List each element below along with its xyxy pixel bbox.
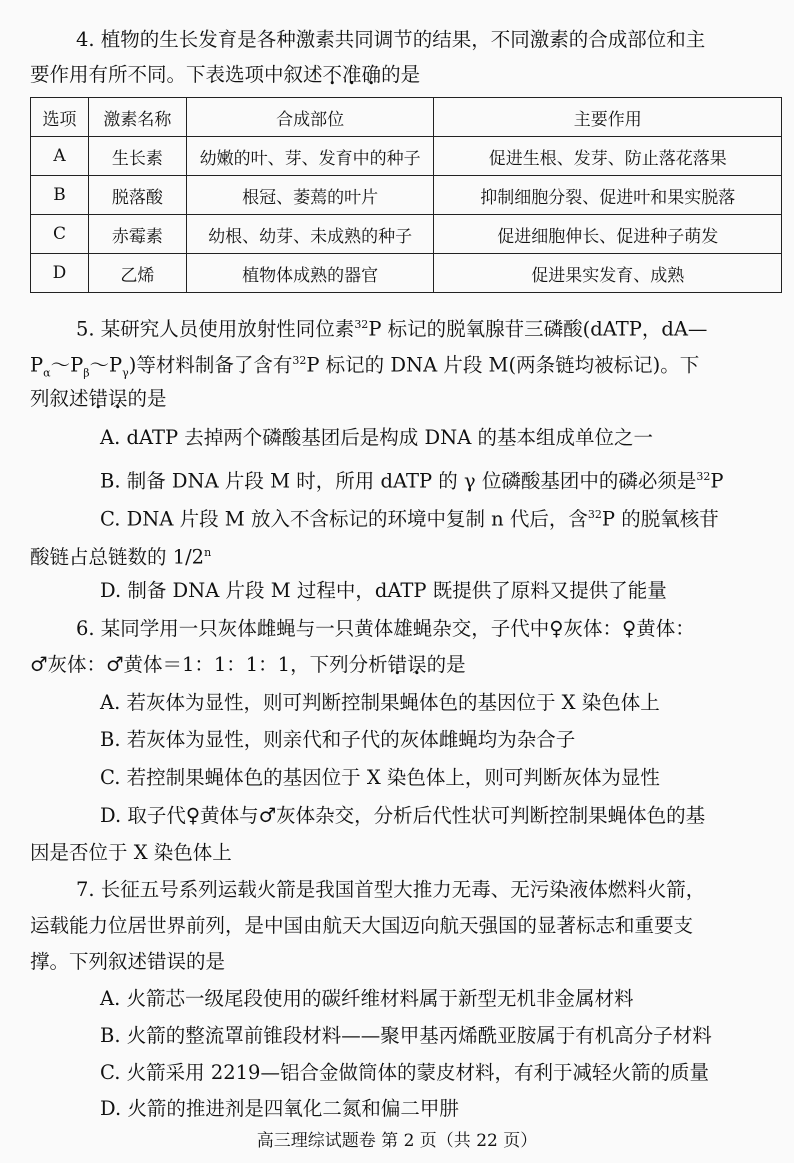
table-cell: C	[31, 215, 89, 254]
q6-option-d-line2: 因是否位于 X 染色体上	[30, 841, 232, 864]
q6-option-b: B. 若灰体为显性，则亲代和子代的灰体雌蝇均为杂合子	[100, 728, 576, 751]
q7-stem-line2: 运载能力位居世界前列，是中国由航天大国迈向航天强国的显著标志和重要支	[30, 914, 694, 937]
q7-stem-line1: 7. 长征五号系列运载火箭是我国首型大推力无毒、无污染液体燃料火箭，	[76, 878, 706, 901]
table-cell: 促进生根、发芽、防止落花落果	[434, 137, 782, 176]
table-row	[31, 254, 782, 293]
table-header-cell: 激素名称	[88, 98, 186, 137]
table-cell: A	[31, 137, 89, 176]
table-cell: D	[31, 254, 89, 293]
q5-option-c-line1: C. DNA 片段 M 放入不含标记的环境中复制 n 代后，含$^{32}$P 的脱氧核苷	[100, 507, 719, 531]
q4-stem-line1: 4. 植物的生长发育是各种激素共同调节的结果，不同激素的合成部位和主	[76, 28, 706, 51]
q7-option-b: B. 火箭的整流罩前锥段材料——聚甲基丙烯酰亚胺属于有机高分子材料	[100, 1024, 712, 1047]
q7-option-d: D. 火箭的推进剂是四氧化二氮和偏二甲肼	[100, 1097, 459, 1120]
table-row	[31, 137, 782, 176]
table-header-row	[31, 98, 782, 137]
table-header-cell: 主要作用	[434, 98, 782, 137]
q7-option-a: A. 火箭芯一级尾段使用的碳纤维材料属于新型无机非金属材料	[100, 987, 634, 1010]
table-cell: 促进细胞伸长、促进种子萌发	[434, 215, 782, 254]
hormone-table	[30, 97, 782, 293]
q5-option-b: B. 制备 DNA 片段 M 时，所用 dATP 的 γ 位磷酸基团中的磷必须是$^{32}$P	[100, 469, 724, 493]
table-cell: 乙烯	[88, 254, 186, 293]
q6-option-c: C. 若控制果蝇体色的基因位于 X 染色体上，则可判断灰体为显性	[100, 766, 660, 789]
table-row	[31, 176, 782, 215]
table-cell: 抑制细胞分裂、促进叶和果实脱落	[434, 176, 782, 215]
q5-option-c-line2: 酸链占总链数的 1/2$^n$	[30, 545, 212, 569]
q5-stem-line3: 列叙述错误的是	[30, 387, 167, 410]
table-cell: 幼根、幼芽、未成熟的种子	[186, 215, 434, 254]
table-cell: 脱落酸	[88, 176, 186, 215]
table-cell: 生长素	[88, 137, 186, 176]
emphasis-char: 错	[88, 387, 109, 410]
table-cell: B	[31, 176, 89, 215]
table-row	[31, 215, 782, 254]
table-cell: 促进果实发育、成熟	[434, 254, 782, 293]
table-cell: 赤霉素	[88, 215, 186, 254]
page-footer: 高三理综试题卷 第 2 页（共 22 页）	[256, 1131, 538, 1151]
emphasis-char: 误	[407, 653, 427, 676]
q7-option-c: C. 火箭采用 2219—铝合金做筒体的蒙皮材料，有利于减轻火箭的质量	[100, 1061, 709, 1084]
q7-stem-line3: 撑。下列叙述错误的是	[30, 950, 226, 973]
q6-stem-line1: 6. 某同学用一只灰体雌蝇与一只黄体雄蝇杂交，子代中♀灰体：♀黄体：	[76, 617, 695, 640]
table-cell: 根冠、萎蔫的叶片	[186, 176, 434, 215]
table-cell: 幼嫩的叶、芽、发育中的种子	[186, 137, 434, 176]
table-header-cell: 选项	[31, 98, 89, 137]
emphasis-char: 确	[361, 63, 382, 86]
emphasis-char: 错	[387, 653, 408, 676]
q5-option-d: D. 制备 DNA 片段 M 过程中，dATP 既提供了原料又提供了能量	[100, 579, 667, 602]
q5-stem-line1: 5. 某研究人员使用放射性同位素$^{32}$P 标记的脱氧腺苷三磷酸(dATP，dA—	[76, 317, 708, 341]
table-cell: 植物体成熟的器官	[186, 254, 434, 293]
q6-option-d-line1: D. 取子代♀黄体与♂灰体杂交，分析后代性状可判断控制果蝇体色的基	[100, 804, 706, 827]
q5-option-a: A. dATP 去掉两个磷酸基团后是构成 DNA 的基本组成单位之一	[100, 426, 653, 449]
emphasis-char: 不	[322, 63, 343, 86]
q5-stem-line2: $P_\alpha\sim P_\beta\sim P_\gamma$)等材料制备了含有$^{32}$P 标记的 DNA 片段 M(两条链均被标记)。下	[30, 353, 700, 380]
q6-stem-line2: ♂灰体：♂黄体＝1：1：1：1，下列分析错误的是	[30, 653, 466, 676]
q4-stem-line2: 要作用有所不同。下表选项中叙述不准确的是	[30, 63, 421, 86]
emphasis-char: 准	[342, 63, 362, 86]
table-header-cell: 合成部位	[186, 98, 434, 137]
emphasis-char: 误	[108, 387, 128, 410]
q6-option-a: A. 若灰体为显性，则可判断控制果蝇体色的基因位于 X 染色体上	[100, 691, 660, 714]
